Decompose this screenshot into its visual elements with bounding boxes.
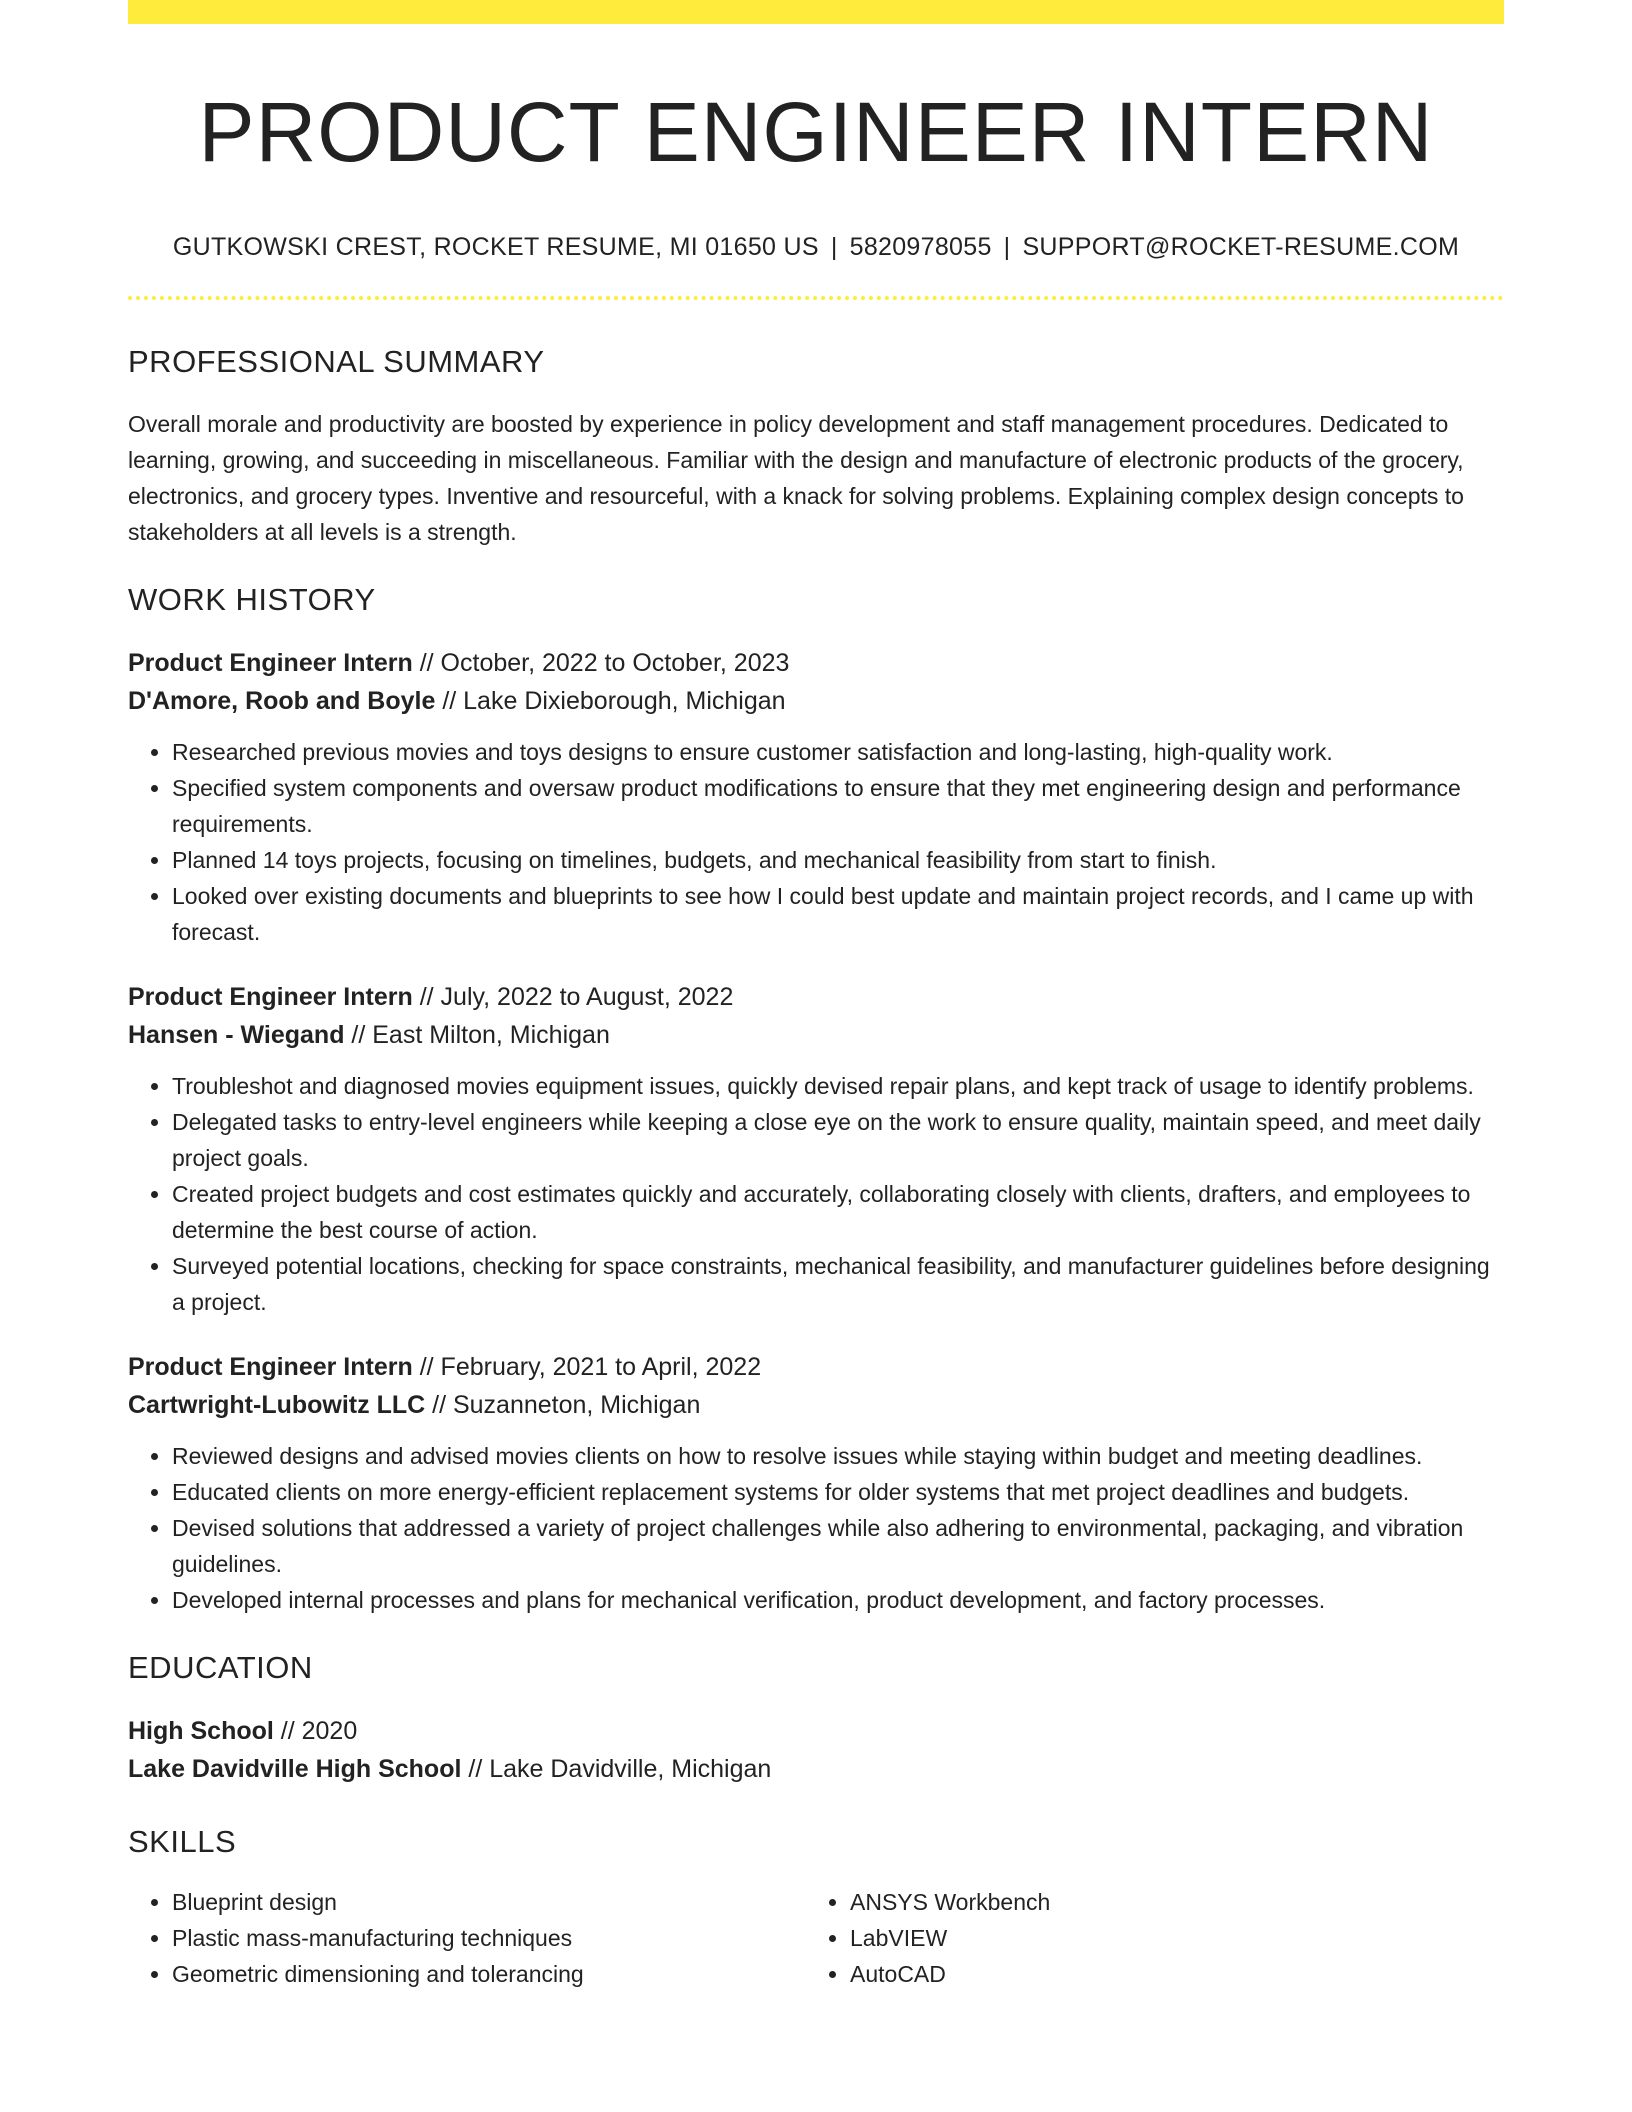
- contact-line: [128, 233, 1504, 262]
- job-company: D'Amore, Roob and Boyle: [128, 686, 436, 715]
- work-history-heading: WORK HISTORY: [128, 581, 376, 617]
- skills-column-right: [806, 1884, 1484, 1992]
- education-year: // 2020: [273, 1716, 358, 1745]
- job-bullets: [128, 1438, 1504, 1618]
- dotted-divider: [128, 296, 1504, 300]
- job-dates: // October, 2022 to October, 2023: [412, 648, 790, 677]
- skills-list: [128, 1884, 1504, 1992]
- job-role: Product Engineer Intern: [128, 982, 413, 1011]
- summary-heading: PROFESSIONAL SUMMARY: [128, 343, 545, 379]
- job-bullet: • Developed internal processes and plans for mechanical verification, product development, and factory processes.: [172, 1582, 1504, 1618]
- job-role-line: [128, 644, 1504, 682]
- job-bullet: • Troubleshot and diagnosed movies equipment issues, quickly devised repair plans, and kept track of usage to identify problems.: [172, 1068, 1504, 1104]
- job-location: // East Milton, Michigan: [344, 1020, 610, 1049]
- job-role: Product Engineer Intern: [128, 1352, 413, 1381]
- skill-item: • Blueprint design: [172, 1884, 806, 1920]
- education-heading: EDUCATION: [128, 1649, 313, 1685]
- education-degree: High School: [128, 1716, 274, 1745]
- education-school-line: [128, 1750, 1504, 1788]
- contact-email: SUPPORT@ROCKET-RESUME.COM: [1022, 232, 1460, 261]
- job-company-line: [128, 1016, 1504, 1054]
- job-company-line: [128, 1386, 1504, 1424]
- contact-address: GUTKOWSKI CREST, ROCKET RESUME, MI 01650 US: [172, 232, 819, 261]
- skill-item: • LabVIEW: [850, 1920, 1484, 1956]
- skill-item: • ANSYS Workbench: [850, 1884, 1484, 1920]
- job-bullets: [128, 734, 1504, 950]
- job-bullet: • Created project budgets and cost estimates quickly and accurately, collaborating closely with clients, drafters, and employees to determine the best course of action.: [172, 1176, 1504, 1248]
- job-bullet: • Looked over existing documents and blueprints to see how I could best update and maintain project records, and I came up with forecast.: [172, 878, 1504, 950]
- education-degree-line: [128, 1712, 1504, 1750]
- skill-item: • Plastic mass-manufacturing techniques: [172, 1920, 806, 1956]
- job-bullet: • Educated clients on more energy-efficient replacement systems for older systems that met project deadlines and budgets.: [172, 1474, 1504, 1510]
- job-location: // Lake Dixieborough, Michigan: [435, 686, 786, 715]
- job-bullet: • Specified system components and oversaw product modifications to ensure that they met engineering design and performance requirements.: [172, 770, 1504, 842]
- skill-item: • Geometric dimensioning and tolerancing: [172, 1956, 806, 1992]
- job-role-line: [128, 1348, 1504, 1386]
- job-role: Product Engineer Intern: [128, 648, 413, 677]
- skills-column-left: [128, 1884, 806, 1992]
- job-bullet: • Devised solutions that addressed a variety of project challenges while also adhering to environmental, packaging, and vibration guidelines.: [172, 1510, 1504, 1582]
- skills-heading: SKILLS: [128, 1823, 237, 1859]
- education-location: // Lake Davidville, Michigan: [461, 1754, 772, 1783]
- job-dates: // July, 2022 to August, 2022: [412, 982, 734, 1011]
- job-bullet: • Delegated tasks to entry-level engineers while keeping a close eye on the work to ensure quality, maintain speed, and meet daily project goals.: [172, 1104, 1504, 1176]
- summary-text: Overall morale and productivity are boosted by experience in policy development and staff management procedures. Dedicated to learning, growing, and succeeding in miscellaneous. Familiar with the design and manufacture of electronic products of the grocery, electronics, and grocery types. Inventive and resourceful, with a knack for solving problems. Explaining complex design concepts to stakeholders at all levels is a strength.: [128, 410, 1464, 545]
- job-bullet: • Planned 14 toys projects, focusing on timelines, budgets, and mechanical feasibility from start to finish.: [172, 842, 1504, 878]
- job-bullet: • Researched previous movies and toys designs to ensure customer satisfaction and long-lasting, high-quality work.: [172, 734, 1504, 770]
- job-entry: [128, 644, 1504, 950]
- contact-phone: 5820978055: [849, 232, 992, 261]
- candidate-name: PRODUCT ENGINEER INTERN: [198, 85, 1434, 179]
- education-entry: [128, 1712, 1504, 1788]
- resume-page: [128, 0, 1504, 1992]
- job-entry: [128, 1348, 1504, 1618]
- contact-separator: |: [830, 232, 838, 261]
- contact-separator: |: [1003, 232, 1011, 261]
- job-bullet: • Reviewed designs and advised movies clients on how to resolve issues while staying within budget and meeting deadlines.: [172, 1438, 1504, 1474]
- job-bullets: [128, 1068, 1504, 1320]
- accent-bar: [128, 0, 1504, 24]
- job-dates: // February, 2021 to April, 2022: [412, 1352, 762, 1381]
- job-company: Hansen - Wiegand: [128, 1020, 345, 1049]
- job-role-line: [128, 978, 1504, 1016]
- job-company: Cartwright-Lubowitz LLC: [128, 1390, 426, 1419]
- job-location: // Suzanneton, Michigan: [425, 1390, 701, 1419]
- job-bullet: • Surveyed potential locations, checking for space constraints, mechanical feasibility, and manufacturer guidelines before designing a project.: [172, 1248, 1504, 1320]
- education-school: Lake Davidville High School: [128, 1754, 462, 1783]
- job-company-line: [128, 682, 1504, 720]
- job-entry: [128, 978, 1504, 1320]
- skill-item: • AutoCAD: [850, 1956, 1484, 1992]
